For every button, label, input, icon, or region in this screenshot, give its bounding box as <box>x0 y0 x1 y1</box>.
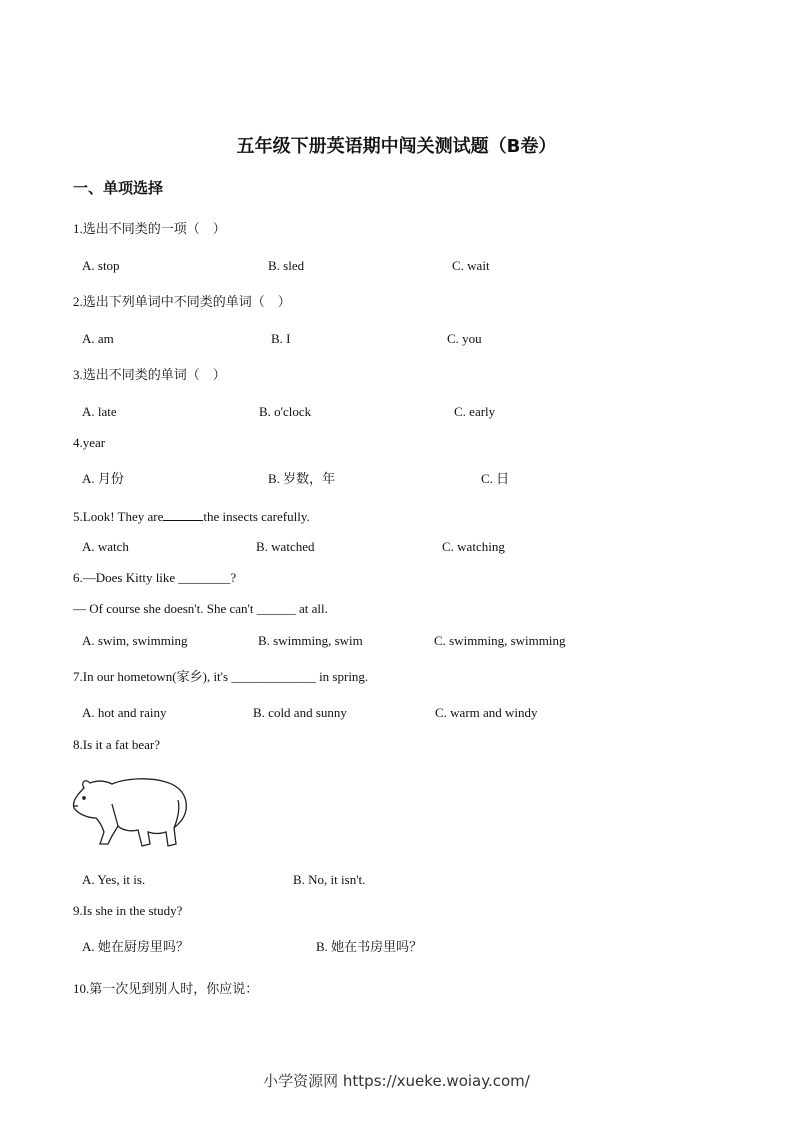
option: B. swimming, swim <box>258 633 363 648</box>
question-5 <box>73 508 310 525</box>
option: A. 月份 <box>82 471 124 486</box>
page-title: 五年级下册英语期中闯关测试题（B卷） <box>236 136 557 157</box>
question-3: 3.选出不同类的单词（ ） <box>73 367 226 382</box>
option: A. am <box>82 331 114 346</box>
question-text: the insects carefully. <box>203 509 310 524</box>
option: C. wait <box>452 258 490 273</box>
option: B. 岁数，年 <box>268 471 336 486</box>
option: A. hot and rainy <box>82 705 167 720</box>
question-6: 6.—Does Kitty like ________? <box>73 570 237 585</box>
question-6-line-2: — Of course she doesn't. She can't ______ at all. <box>73 601 328 616</box>
option: B. o'clock <box>259 404 312 419</box>
answer-blank <box>163 508 203 521</box>
option: A. swim, swimming <box>82 633 188 648</box>
option: B. sled <box>268 258 305 273</box>
option: B. cold and sunny <box>253 705 347 720</box>
question-2: 2.选出下列单词中不同类的单词（ ） <box>73 294 291 309</box>
option: C. early <box>454 404 496 419</box>
option: A. 她在厨房里吗？ <box>82 939 189 954</box>
option: B. I <box>271 331 291 346</box>
option: A. watch <box>82 539 129 554</box>
option: A. Yes, it is. <box>82 872 146 887</box>
option: C. swimming, swimming <box>434 633 566 648</box>
option: C. 日 <box>481 471 510 486</box>
option: C. watching <box>442 539 505 554</box>
footer-watermark: 小学资源网 https://xueke.woiay.com/ <box>263 1072 530 1090</box>
question-8: 8.Is it a fat bear? <box>73 737 160 752</box>
option: B. No, it isn't. <box>293 872 366 887</box>
option: B. 她在书房里吗？ <box>316 939 423 954</box>
question-10: 10.第一次见到别人时，你应说： <box>73 981 259 996</box>
option: A. late <box>82 404 117 419</box>
option: C. you <box>447 331 482 346</box>
question-7: 7.In our hometown(家乡), it's _____________ in spring. <box>73 669 369 684</box>
question-1: 1.选出不同类的一项（ ） <box>73 221 226 236</box>
option: B. watched <box>256 539 315 554</box>
bear-illustration <box>70 774 192 852</box>
question-4: 4.year <box>73 435 106 450</box>
question-9: 9.Is she in the study? <box>73 903 183 918</box>
section-heading: 一、单项选择 <box>73 179 164 197</box>
option: C. warm and windy <box>435 705 538 720</box>
question-text: 5.Look! They are <box>73 509 164 524</box>
option: A. stop <box>82 258 120 273</box>
